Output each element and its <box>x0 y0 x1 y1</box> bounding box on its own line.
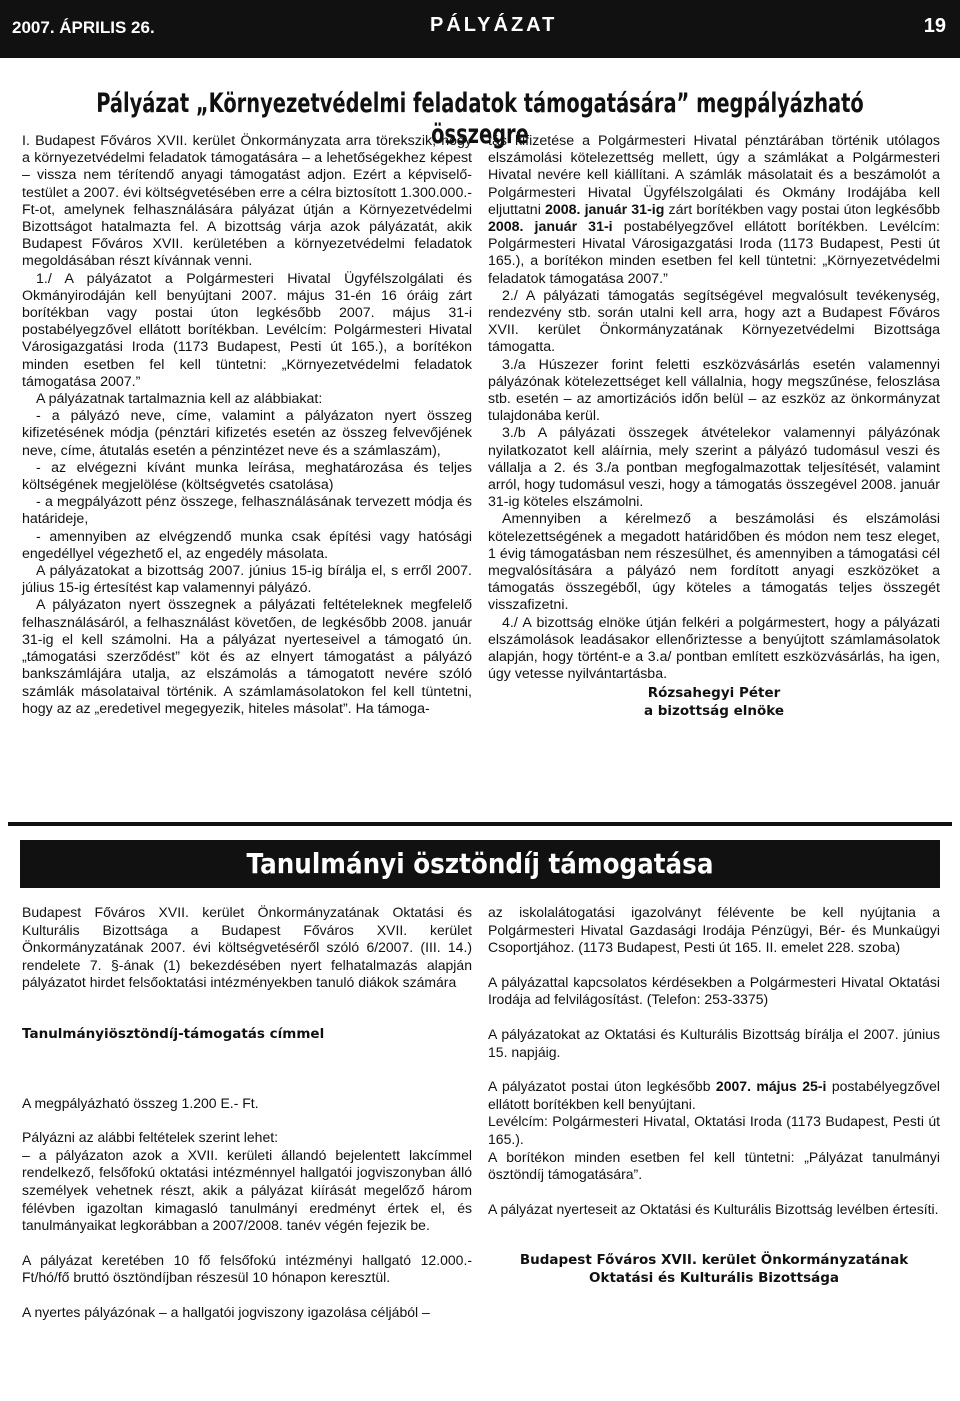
paragraph: – a pályázaton azok a XVII. kerületi állandó bejelentett lakcímmel rendelkező, felsőfokú oktatási intézménnyel hallgatói jogviszonyban álló személyek vehetnek részt, akik a pályázat kiírását megelőző három félévben igazoltan kimagasló tanulmányi eredményt értek el, és tanulmányaikat legkorábban a 2007/2008. tanév végén fejezik be. <box>22 1146 472 1234</box>
paragraph: Budapest Főváros XVII. kerület Önkormányzatának Oktatási és Kulturális Bizottsága a Budapest Főváros XVII. kerület Önkormányzatának 2007. évi költségvetéséről szóló 6/2007. (III. 14.) rendelete 7. §-ának (1) bekezdésében nyert felhatalmazás alapján pályázatot hirdet felsőoktatási intézményekben tanuló diákok számára <box>22 904 472 991</box>
paragraph: A pályázaton nyert összegnek a pályázati feltételeknek megfelelő felhasználásáról, a felhasználást követően, de legkésőbb 2008. január 31-ig el kell számolni. Ha a pályázat nyerteseivel a támogató ún. „támogatási szerződést” köt és az elnyert támogatást a pályázó bankszámlájára utalja, az elszámolás a támogatott nevére szóló számlák másolataival történik. A számlamásolatokon fel kell tüntetni, hogy az az „eredetivel megegyezik, hiteles másolat”. Ha támoga- <box>22 597 472 717</box>
paragraph: tás kifizetése a Polgármesteri Hivatal pénztárában történik utólagos elszámolási kötelezettség mellett, úgy a számlákat a Polgármesteri Hivatal nevére kell kiállítani. A számlák másolatait és a beszámolót a Polgármesteri Hivatal Ügyfélszolgálati és Okmány Irodájába kell eljuttatni 2008. január 31-ig zárt borítékben vagy postai úton legkésőbb 2008. január 31-i postabélyegzővel ellátott borítékben. Levélcím: Polgármesteri Hivatal Városigazgatási Iroda (1173 Budapest, Pesti út 165.), a borítékon minden esetben fel kell tüntetni: „Környezetvédelmi feladatok támogatása 2007.” <box>488 133 940 287</box>
signature-committee: Oktatási és Kulturális Bizottsága <box>589 1269 839 1286</box>
paragraph: - az elvégezni kívánt munka leírása, meghatározása és teljes költségének megjelölése (költségvetés csatolása) <box>22 459 472 494</box>
deadline-date: 2008. január 31-ig <box>544 201 665 218</box>
deadline-date: 2008. január 31-i <box>488 219 613 236</box>
paragraph: A megpályázható összeg 1.200 E.- Ft. <box>22 1094 259 1111</box>
article1-column-right <box>488 133 940 720</box>
signature-title: a bizottság elnöke <box>643 702 785 719</box>
paragraph: Amennyiben a kérelmező a beszámolási és elszámolási kötelezettségének a megadott határidőben és módon nem tesz eleget, 1 évig támogatásban nem részesülhet, és amennyiben a támogatási cél megvalósítására a pályázó nem fordított anyagi eszközöket a támogatás összegéből, úgy köteles a támogatás teljes összegét visszafizetni. <box>488 511 940 614</box>
paragraph: - amennyiben az elvégzendő munka csak építési vagy hatósági engedéllyel végezhető el, az engedély másolata. <box>22 528 472 562</box>
section-name: PÁLYÁZAT <box>430 14 558 36</box>
issue-date: 2007. ÁPRILIS 26. <box>12 18 155 37</box>
article1-column-left <box>22 133 472 718</box>
paragraph: A pályázat keretében 10 fő felsőfokú intézményi hallgató 12.000.- Ft/hó/fő bruttó ösztöndíjban részesül 10 hónapon keresztül. <box>22 1251 472 1286</box>
paragraph: - a megpályázott pénz összege, felhasználásának tervezett módja és határideje, <box>22 494 472 528</box>
deadline-date: 2007. május 25-i <box>715 1078 827 1095</box>
article2-title: Tanulmányi ösztöndíj támogatása <box>246 847 714 880</box>
section-divider <box>8 822 952 826</box>
page-number: 19 <box>923 15 946 37</box>
signature-organization: Budapest Főváros XVII. kerület Önkormányzatának <box>519 1252 909 1269</box>
page-header <box>0 0 960 58</box>
paragraph: A pályázatokat a bizottság 2007. június 15-ig bírálja el, s erről 2007. július 15-ig értesítést kap valamennyi pályázó. <box>22 563 472 597</box>
paragraph: 3./b A pályázati összegek átvételekor valamennyi pályázónak nyilatkozatot kell aláírnia, mely szerint a pályázó tudomásul veszi és vállalja a 2. és 3./a pontban megfogalmazottak teljesítését, valamint arról, hogy tudomásul veszi, hogy a támogatás összegével 2008. január 31-ig köteles elszámolni. <box>488 425 940 511</box>
paragraph: A pályázatot postai úton legkésőbb 2007. május 25-i postabélyegzővel ellátott borítékben kell benyújtani. <box>488 1078 940 1112</box>
paragraph: az iskolalátogatási igazolványt félévente be kell nyújtania a Polgármesteri Hivatal Gazdasági Irodája Pénzügyi, Bér- és Munkaügyi Csoportjához. (1173 Budapest, Pesti út 165. II. emelet 228. szoba) <box>488 904 940 956</box>
paragraph: 2./ A pályázati támogatás segítségével megvalósult tevékenység, rendezvény stb. során utalni kell arra, hogy azt a Budapest Főváros XVII. kerület Önkormányzatának Környezetvédelmi Bizottsága támogatta. <box>488 287 940 356</box>
paragraph: I. Budapest Főváros XVII. kerület Önkormányzata arra törekszik, hogy a környezetvédelmi feladatok támogatására – a lehetőségekhez képest – vissza nem térítendő anyagi támogatást adjon. Ezért a képviselő-testület a 2007. évi költségvetésében erre a célra biztosított 1.300.000.-Ft-ot, amelynek felhasználására pályázat útján a Környezetvédelmi Bizottságot hatalmazta fel. A bizottság várja azok pályázatát, akik Budapest Főváros XVII. kerületében a környezetvédelmi feladatok megoldásában részt kívánnak venni. <box>22 133 472 270</box>
article1-title: Pályázat „Környezetvédelmi feladatok támogatására” megpályázható összegre <box>96 88 864 150</box>
paragraph: Pályázni az alábbi feltételek szerint lehet: <box>22 1129 279 1146</box>
paragraph: A pályázatnak tartalmaznia kell az alábbiakat: <box>36 391 323 408</box>
paragraph: 4./ A bizottság elnöke útján felkéri a polgármestert, hogy a pályázati elszámolások leadásakor ellenőriztesse a benyújtott számlamásolatok alapján, hogy történt-e a 3.a/ pontban említett eszközvásárlás, ha igen, úgy vetesse nyilvántartásba. <box>488 614 940 683</box>
paragraph: A nyertes pályázónak – a hallgatói jogviszony igazolása céljából – <box>22 1303 430 1320</box>
article2-column-right <box>488 904 940 1288</box>
paragraph: - a pályázó neve, címe, valamint a pályázaton nyert összeg kifizetésének módja (pénztári kifizetés esetén az összeg felvevőjének neve, címe, átutalás esetén a pénzintézet neve és a számlaszám), <box>22 408 472 459</box>
paragraph: 1./ A pályázatot a Polgármesteri Hivatal Ügyfélszolgálati és Okmányirodáján kell benyújtani 2007. május 31-én 16 óráig zárt borítékban vagy postai úton legkésőbb 2007. május 31-i postabélyegzővel ellátott borítékban. Levélcím: Polgármesteri Hivatal Városigazgatási Iroda (1173 Budapest, Pesti út 165.), a borítékon minden esetben fel kell tüntetni: „Környezetvédelmi feladatok támogatása 2007.” <box>22 270 472 390</box>
paragraph: A borítékon minden esetben fel kell tüntetni: „Pályázat tanulmányi ösztöndíj támogatására”. <box>488 1148 940 1183</box>
article2-column-left <box>22 904 472 1322</box>
paragraph: A pályázatokat az Oktatási és Kulturális Bizottság bírálja el 2007. június 15. napjáig. <box>488 1025 940 1060</box>
paragraph: Levélcím: Polgármesteri Hivatal, Oktatási Iroda (1173 Budapest, Pesti út 165.). <box>488 1113 940 1147</box>
paragraph: A pályázat nyerteseit az Oktatási és Kulturális Bizottság levélben értesíti. <box>488 1200 939 1217</box>
paragraph: A pályázattal kapcsolatos kérdésekben a Polgármesteri Hivatal Oktatási Irodája ad felvilágosítást. (Telefon: 253-3375) <box>488 973 940 1008</box>
signature-name: Rózsahegyi Péter <box>647 684 781 701</box>
subheading: Tanulmányiösztöndíj-támogatás címmel <box>22 1025 325 1042</box>
paragraph: 3./a Húszezer forint feletti eszközvásárlás esetén valamennyi pályázónak kötelezettséget kell vállalnia, hogy megszűnése, feloszlása stb. esetén – az amortizációs időn belül – az eszköz az önkormányzat tulajdonába kerül. <box>488 356 940 425</box>
